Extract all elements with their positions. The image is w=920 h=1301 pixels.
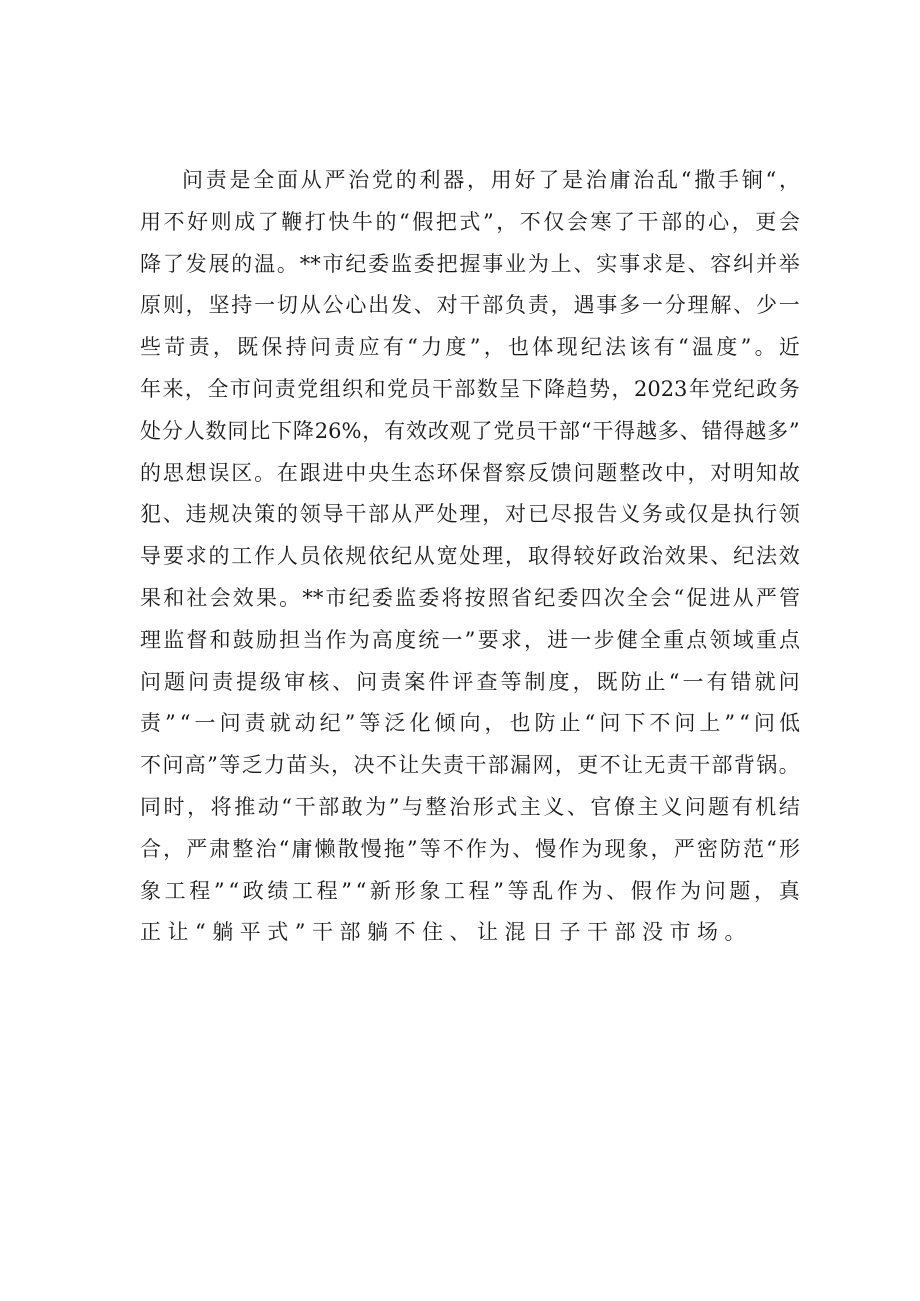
paragraph-line: 象 工 程 ” “ 政 绩 工 程 ” “ 新 形 象 工 程 ” 等 乱 作 为 、 假 作 为 问 题 ， 真 xyxy=(140,878,800,903)
paragraph-line: 年 来 ， 全 市 问 责 党 组 织 和 党 员 干 部 数 呈 下 降 趋 势 ， 2023 年 党 纪 政 务 xyxy=(140,376,800,401)
paragraph-line: 原 则 ， 坚 持 一 切 从 公 心 出 发 、 对 干 部 负 责 ， 遇 事 多 一 分 理 解 、 少 一 xyxy=(140,293,800,318)
paragraph-line: 的 思 想 误 区 。 在 跟 进 中 央 生 态 环 保 督 察 反 馈 问 题 整 改 中 ， 对 明 知 故 xyxy=(140,460,800,485)
paragraph-line: 导 要 求 的 工 作 人 员 依 规 依 纪 从 宽 处 理 ， 取 得 较 好 政 治 效 果 、 纪 法 效 xyxy=(140,544,800,569)
paragraph xyxy=(140,160,800,954)
paragraph-line: 用 不 好 则 成 了 鞭 打 快 牛 的 “ 假 把 式 ” ， 不 仅 会 寒 了 干 部 的 心 ， 更 会 xyxy=(140,209,800,234)
paragraph-line: 些 苛 责 ， 既 保 持 问 责 应 有 “ 力 度 ” ， 也 体 现 纪 法 该 有 “ 温 度 ” 。 近 xyxy=(140,335,800,360)
paragraph-line: 不 问 高 ” 等 乏 力 苗 头 ， 决 不 让 失 责 干 部 漏 网 ， 更 不 让 无 责 干 部 背 锅 。 xyxy=(140,753,800,778)
paragraph-line: 责 ” “ 一 问 责 就 动 纪 ” 等 泛 化 倾 向 ， 也 防 止 “ 问 下 不 问 上 ” “ 问 低 xyxy=(140,711,800,736)
paragraph-line: 问 题 问 责 提 级 审 核 、 问 责 案 件 评 查 等 制 度 ， 既 防 止 “ 一 有 错 就 问 xyxy=(140,669,800,694)
paragraph-line: 问 责 是 全 面 从 严 治 党 的 利 器 ， 用 好 了 是 治 庸 治 乱 “ 撒 手 锏 “ ， xyxy=(182,168,800,192)
paragraph-line: 同 时 ， 将 推 动 “ 干 部 敢 为 ” 与 整 治 形 式 主 义 、 官 僚 主 义 问 题 有 机 结 xyxy=(140,794,800,819)
paragraph-line: 合 ， 严 肃 整 治 “ 庸 懒 散 慢 拖 ” 等 不 作 为 、 慢 作 为 现 象 ， 严 密 防 范 “ 形 xyxy=(140,836,800,861)
paragraph-line: 处 分 人 数 同 比 下 降 26% ， 有 效 改 观 了 党 员 干 部 “ 干 得 越 多 、 错 得 越 多 ” xyxy=(140,418,800,443)
paragraph-line: 果 和 社 会 效 果 。 ** 市 纪 委 监 委 将 按 照 省 纪 委 四 次 全 会 “ 促 进 从 严 管 xyxy=(140,585,800,610)
paragraph-line: 正让“躺平式”干部躺不住、让混日子干部没市场。 xyxy=(140,920,752,945)
paragraph-line: 犯 、 违 规 决 策 的 领 导 干 部 从 严 处 理 ， 对 已 尽 报 告 义 务 或 仅 是 执 行 领 xyxy=(140,502,800,527)
paragraph-line: 降 了 发 展 的 温 。 ** 市 纪 委 监 委 把 握 事 业 为 上 、 实 事 求 是 、 容 纠 并 举 xyxy=(140,251,800,276)
paragraph-line: 理 监 督 和 鼓 励 担 当 作 为 高 度 统 一 ” 要 求 ， 进 一 步 健 全 重 点 领 域 重 点 xyxy=(140,627,800,652)
